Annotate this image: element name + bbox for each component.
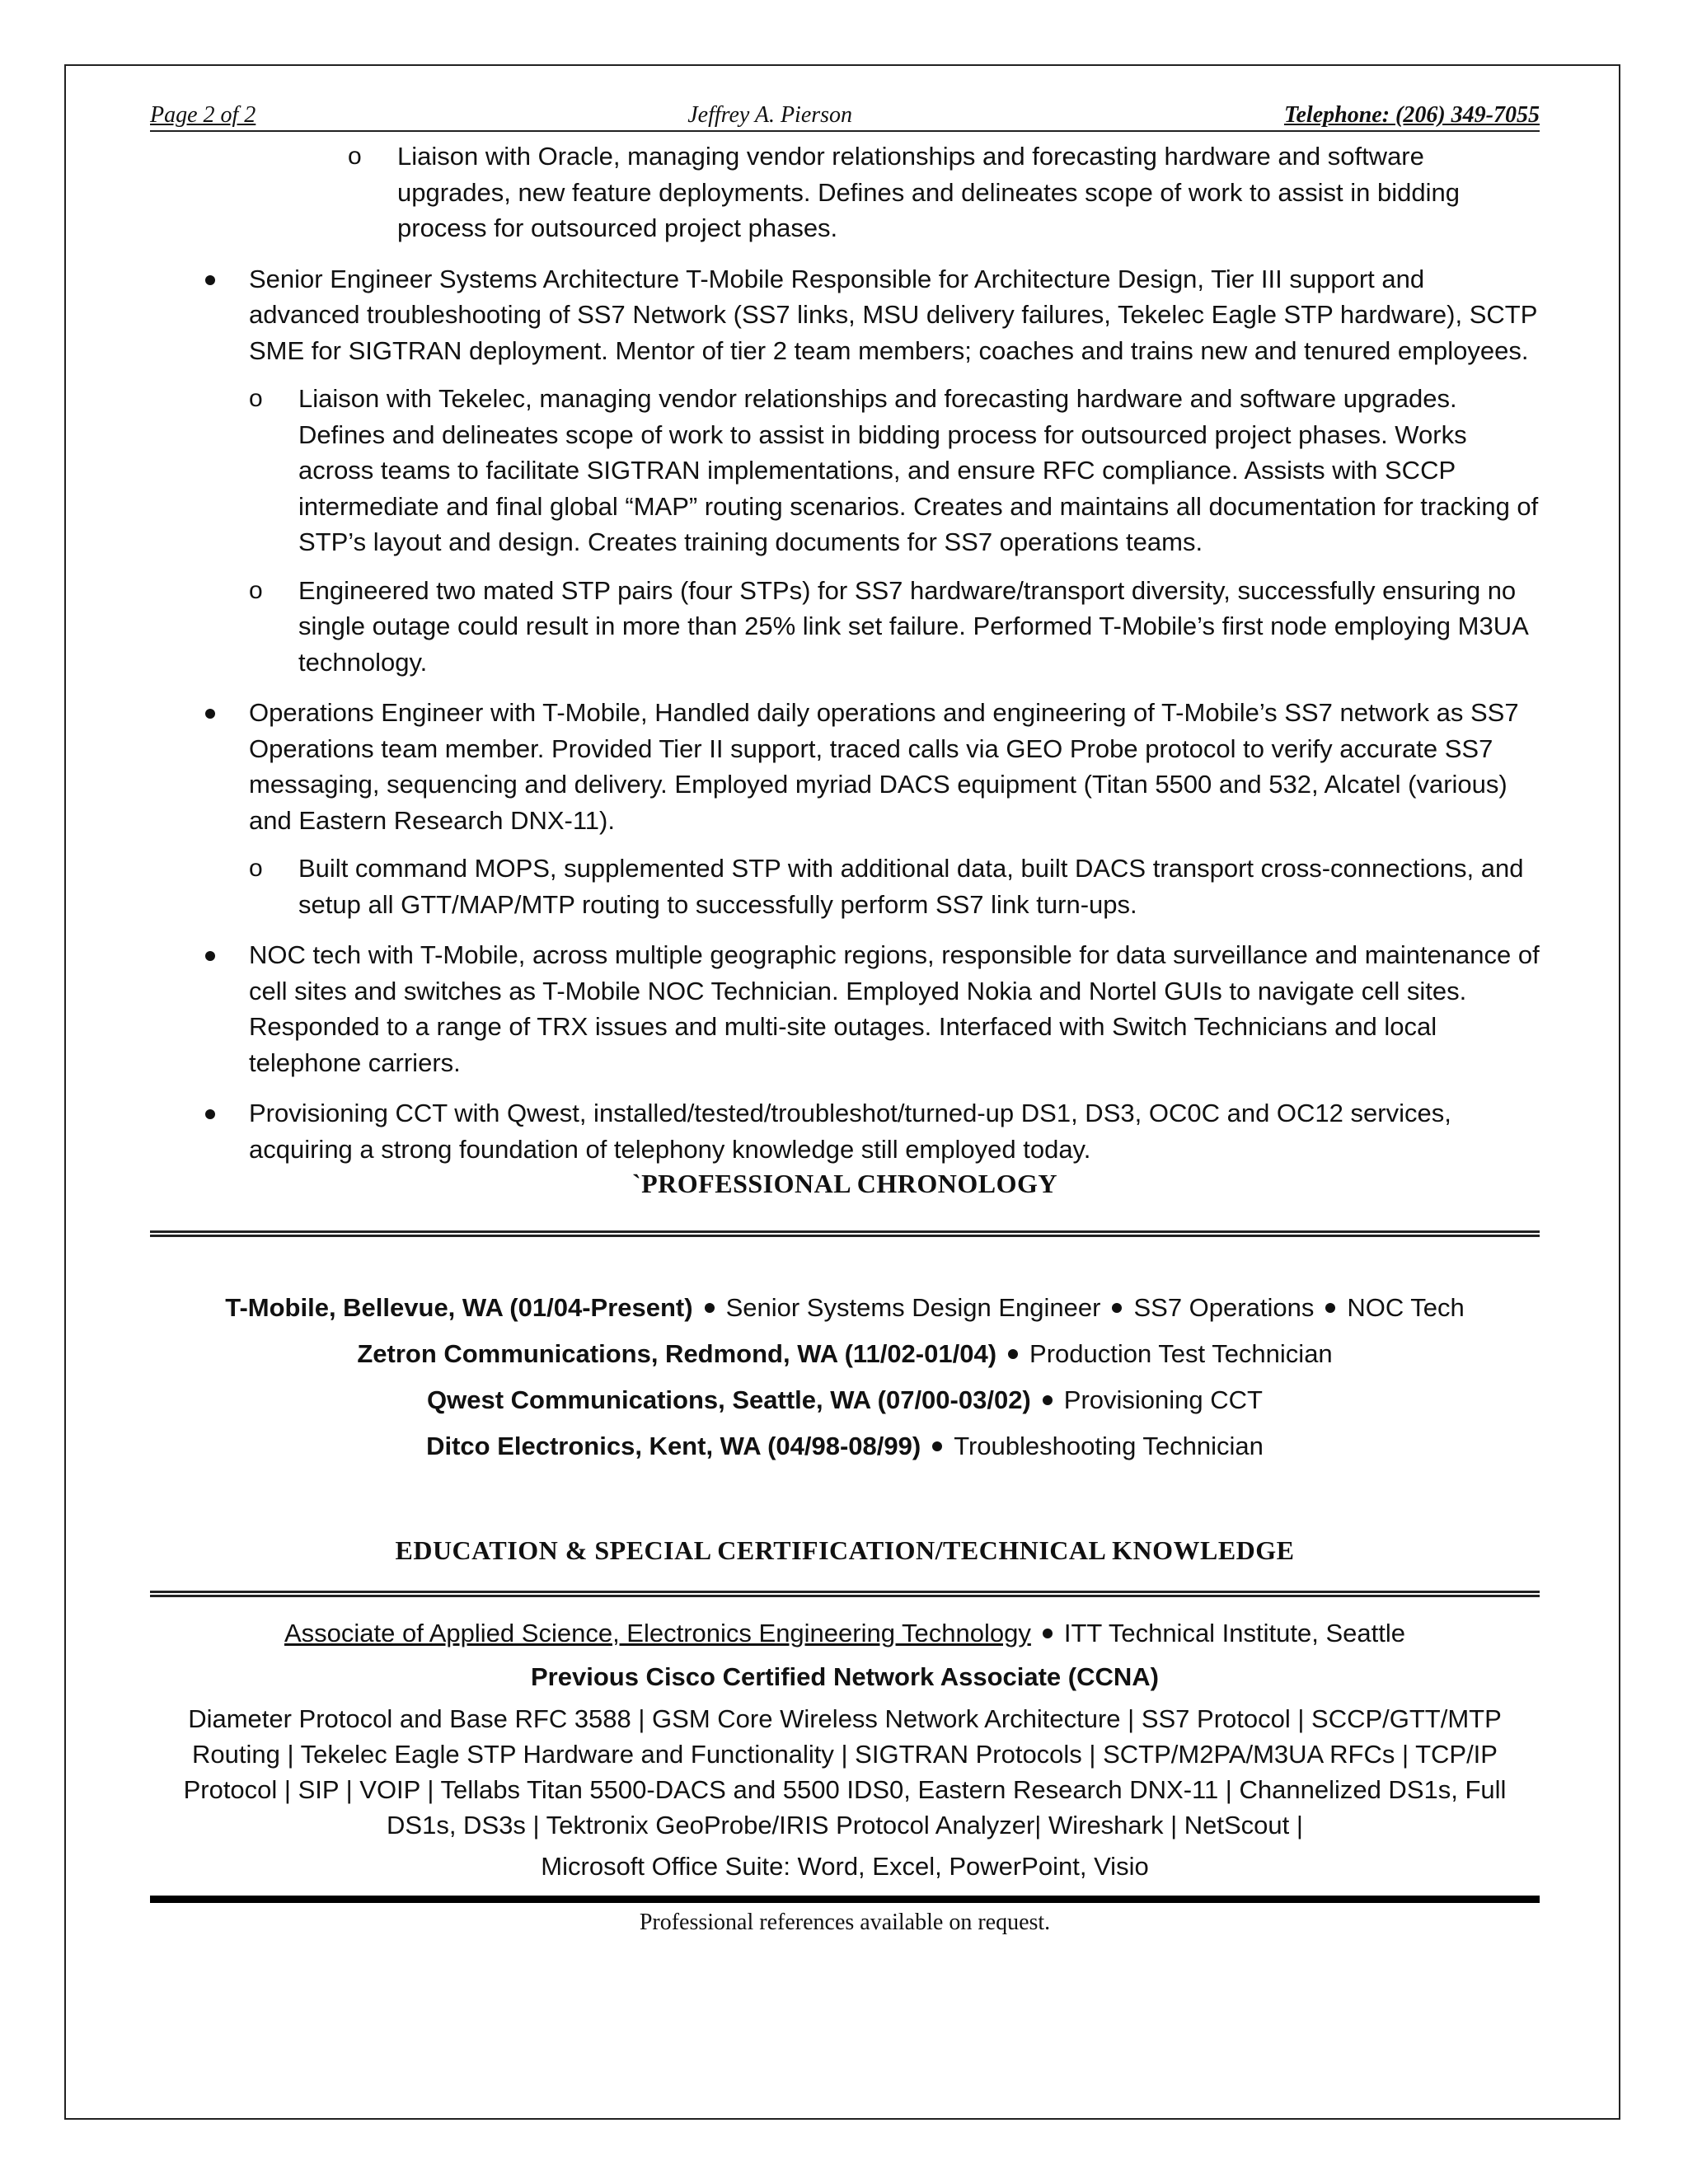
bullet-dot: [205, 951, 215, 961]
page-header: [150, 97, 1540, 132]
references-note: Professional references available on request.: [639, 1910, 1051, 1935]
bullet-senior-engineer: [249, 261, 1540, 369]
separator-dot: [1325, 1303, 1335, 1313]
role: Production Test Technician: [1029, 1339, 1333, 1368]
separator-dot: [932, 1441, 942, 1451]
sub-bullet-oracle: [348, 138, 1540, 246]
degree: Associate of Applied Science, Electronics Engineering Technology: [284, 1619, 1031, 1647]
bullet-text: Provisioning CCT with Qwest, installed/tested/troubleshot/turned-up DS1, DS3, OC0C and OC12 services, acquiring a strong foundation of telephony knowledge still employed today.: [249, 1099, 1451, 1164]
footer-divider: [150, 1896, 1540, 1903]
sub-bullet-marker: o: [249, 855, 263, 882]
separator-dot: [705, 1303, 715, 1313]
separator-dot: [1112, 1303, 1122, 1313]
office-skills: Microsoft Office Suite: Word, Excel, PowerPoint, Visio: [541, 1852, 1149, 1881]
chronology-title: `PROFESSIONAL CHRONOLOGY: [631, 1169, 1058, 1198]
header-name: Jeffrey A. Pierson: [687, 102, 853, 128]
bullet-noc-tech: [249, 937, 1540, 1080]
role: Senior Systems Design Engineer: [725, 1293, 1101, 1322]
school: ITT Technical Institute, Seattle: [1063, 1619, 1405, 1647]
bullet-dot: [205, 275, 215, 285]
role: Troubleshooting Technician: [954, 1432, 1264, 1460]
chronology-list: [150, 1285, 1540, 1469]
sub-bullet-mops: [249, 851, 1540, 922]
bullet-dot: [205, 1109, 215, 1119]
separator-dot: [1043, 1395, 1053, 1405]
employer: Zetron Communications, Redmond, WA (11/02-01/04): [357, 1339, 997, 1368]
chronology-divider: [150, 1230, 1540, 1237]
separator-dot: [1008, 1349, 1018, 1359]
education-list: [150, 1615, 1540, 1884]
bullet-provisioning: [249, 1095, 1540, 1167]
separator-dot: [1043, 1629, 1053, 1638]
chronology-entry: [150, 1285, 1540, 1331]
employer: Ditco Electronics, Kent, WA (04/98-08/99): [426, 1432, 921, 1460]
sub-bullet-text: Liaison with Tekelec, managing vendor relationships and forecasting hardware and software upgrades. Defines and delineates scope of work to assist in bidding process for outsourced project phases. Works across teams to facilitate SIGTRAN implementations, and ensure RFC compliance. Assists with SCCP intermediate and final global “MAP” routing scenarios. Creates and maintains all documentation for tracking of STP’s layout and design. Creates training documents for SS7 operations teams.: [298, 384, 1539, 556]
sub-bullet-text: Liaison with Oracle, managing vendor relationships and forecasting hardware and software upgrades, new feature deployments. Defines and delineates scope of work to assist in bidding process for outsourced project phases.: [397, 142, 1460, 242]
sub-bullet-marker: o: [249, 385, 263, 412]
bullet-text: Operations Engineer with T-Mobile, Handled daily operations and engineering of T-Mobile’s SS7 network as SS7 Operations team member. Provided Tier II support, traced calls via GEO Probe protocol to verify accurate SS7 messaging, sequencing and delivery. Employed myriad DACS equipment (Titan 5500 and 532, Alcatel (various) and Eastern Research DNX-11).: [249, 698, 1519, 835]
bullet-text: NOC tech with T-Mobile, across multiple geographic regions, responsible for data surveillance and maintenance of cell sites and switches as T-Mobile NOC Technician. Employed Nokia and Nortel GUIs to navigate cell sites. Responded to a range of TRX issues and multi-site outages. Interfaced with Switch Technicians and local telephone carriers.: [249, 940, 1540, 1077]
page-number: Page 2 of 2: [150, 102, 256, 128]
role: NOC Tech: [1347, 1293, 1465, 1322]
sub-bullet-text: Built command MOPS, supplemented STP with additional data, built DACS transport cross-connections, and setup all GTT/MAP/MTP routing to successfully perform SS7 link turn-ups.: [298, 854, 1524, 919]
experience-section: [150, 138, 1540, 1167]
sub-bullet-stp-pairs: [249, 573, 1540, 681]
resume-page: [150, 97, 1540, 1936]
chronology-entry: [150, 1331, 1540, 1377]
bullet-text: Senior Engineer Systems Architecture T-Mobile Responsible for Architecture Design, Tier III support and advanced troubleshooting of SS7 Network (SS7 links, MSU delivery failures, Tekelec Eagle STP hardware), SCTP SME for SIGTRAN deployment. Mentor of tier 2 team members; coaches and trains new and tenured employees.: [249, 264, 1537, 365]
sub-bullet-tekelec: [249, 381, 1540, 560]
chronology-entry: [150, 1423, 1540, 1469]
role: Provisioning CCT: [1063, 1385, 1263, 1414]
education-title: EDUCATION & SPECIAL CERTIFICATION/TECHNICAL KNOWLEDGE: [395, 1535, 1295, 1565]
header-phone: Telephone: (206) 349-7055: [1283, 102, 1540, 128]
sub-bullet-marker: o: [348, 143, 362, 170]
employer: Qwest Communications, Seattle, WA (07/00-03/02): [427, 1385, 1031, 1414]
bullet-dot: [205, 709, 215, 719]
certification: Previous Cisco Certified Network Associate (CCNA): [531, 1662, 1159, 1691]
sub-bullet-text: Engineered two mated STP pairs (four STPs) for SS7 hardware/transport diversity, successfully ensuring no single outage could result in more than 25% link set failure. Performed T-Mobile’s first node employing M3UA technology.: [298, 575, 1528, 677]
education-divider: [150, 1591, 1540, 1597]
skills-list: Diameter Protocol and Base RFC 3588 | GSM Core Wireless Network Architecture | SS7 Protocol | SCCP/GTT/MTP Routing | Tekelec Eagle STP Hardware and Functionality | SIGTRAN Protocols | SCTP/M2PA/M3UA RFCs | TCP/IP Protocol | SIP | VOIP | Tellabs Titan 5500-DACS and 5500 IDS0, Eastern Research DNX-11 | Channelized DS1s, Full DS1s, DS3s | Tektronix GeoProbe/IRIS Protocol Analyzer| Wireshark | NetScout |: [183, 1704, 1507, 1840]
bullet-operations-engineer: [249, 695, 1540, 838]
sub-bullet-marker: o: [249, 576, 263, 604]
degree-line: [150, 1615, 1540, 1651]
chronology-entry: [150, 1377, 1540, 1423]
employer: T-Mobile, Bellevue, WA (01/04-Present): [225, 1293, 693, 1322]
role: SS7 Operations: [1133, 1293, 1315, 1322]
